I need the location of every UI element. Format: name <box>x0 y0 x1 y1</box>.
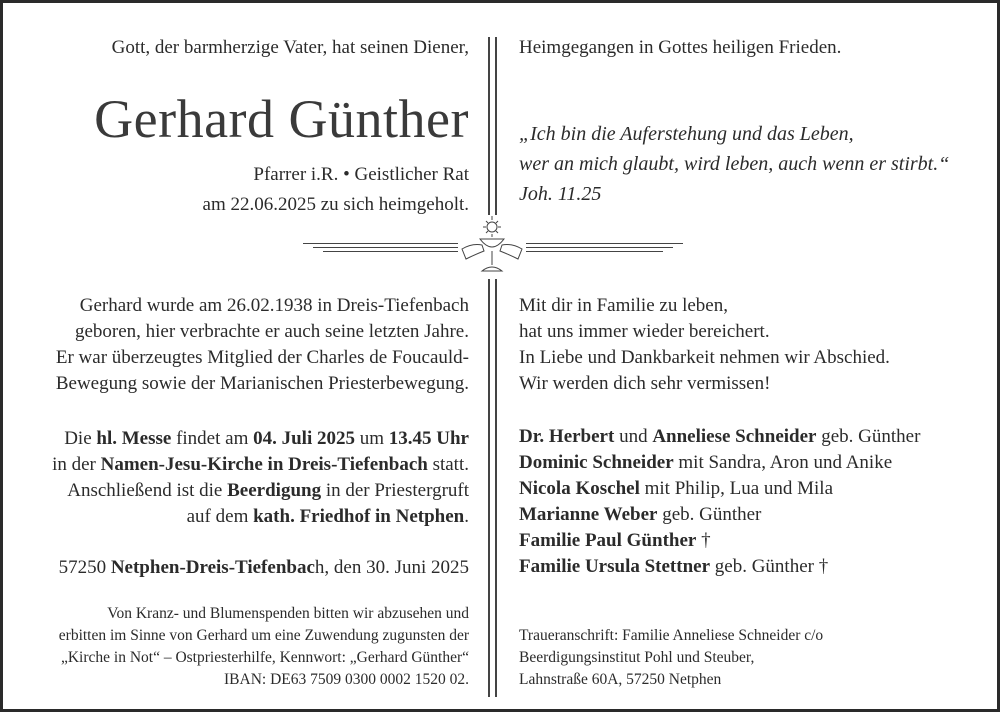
mourner-text: geb. Günther <box>816 426 921 447</box>
mass-text: findet am <box>171 428 254 449</box>
mass-text: um <box>354 428 389 449</box>
quote-line: „Ich bin die Auferstehung und das Leben, <box>519 123 854 145</box>
mass-line-4 <box>23 504 469 530</box>
center-divider-right <box>495 37 497 697</box>
mourner-name: Dr. Herbert <box>519 426 615 447</box>
mourner-text: mit Philip, Lua und Mila <box>639 478 834 499</box>
mourner-name: Marianne Weber <box>519 504 658 525</box>
cemetery-name: kath. Friedhof in Netphen <box>253 506 465 527</box>
quote-reference: Joh. 11.25 <box>519 183 602 205</box>
donation-note <box>23 603 469 691</box>
ornament-rule-left-1 <box>303 243 463 244</box>
mourner-text: † <box>696 530 711 551</box>
ornament-rule-left-3 <box>323 251 463 252</box>
place-name-tail: h <box>314 557 325 578</box>
mass-date: 04. Juli 2025 <box>253 428 355 449</box>
bio-line: geboren, hier verbrachte er auch seine letzten Jahre. <box>74 321 469 342</box>
place-date-line <box>23 555 469 581</box>
family-text <box>519 293 969 397</box>
mourner-name: Familie Ursula Stettner <box>519 556 711 577</box>
mass-church: Namen-Jesu-Kirche in Dreis-Tiefenbach <box>100 454 428 475</box>
deceased-name <box>23 89 469 149</box>
mourners-list <box>519 424 969 580</box>
chalice-hands-icon <box>458 215 526 279</box>
mourner-text: geb. Günther <box>657 504 762 525</box>
center-divider-left <box>488 37 490 697</box>
biography <box>23 293 469 397</box>
mass-text: auf dem <box>186 506 254 527</box>
mourner-row <box>519 554 969 580</box>
ornament-rule-right-2 <box>523 247 673 248</box>
mourner-text: mit Sandra, Aron und Anike <box>673 452 893 473</box>
mass-text: Anschließend ist die <box>67 480 228 501</box>
deceased-title <box>23 162 469 188</box>
donation-line: erbitten im Sinne von Gerhard um eine Zuwendung zugunsten der <box>58 627 469 644</box>
mass-text-bold: hl. Messe <box>96 428 172 449</box>
donation-line: „Kirche in Not“ – Ostpriesterhilfe, Kennwort: „Gerhard Günther“ <box>60 649 469 666</box>
ornament-rule-left-2 <box>313 247 463 248</box>
mourner-name: Dominic Schneider <box>519 452 674 473</box>
mourner-text: und <box>614 426 653 447</box>
mourner-row <box>519 424 969 450</box>
family-text-line: In Liebe und Dankbarkeit nehmen wir Abschied. <box>519 347 890 368</box>
address-line: Beerdigungsinstitut Pohl und Steuber, <box>519 649 755 666</box>
mass-line-3 <box>23 478 469 504</box>
right-intro-text: Heimgegangen in Gottes heiligen Frieden. <box>519 37 842 58</box>
bio-line: Bewegung sowie der Marianischen Priesterbewegung. <box>55 373 469 394</box>
mourner-row <box>519 450 969 476</box>
bio-line: Er war überzeugtes Mitglied der Charles de Foucauld- <box>55 347 469 368</box>
death-date-line <box>23 192 469 218</box>
mass-text: . <box>464 506 469 527</box>
left-intro <box>23 35 469 61</box>
deceased-name-text: Gerhard Günther <box>94 89 469 149</box>
mass-text: in der Priestergruft <box>321 480 469 501</box>
mourner-text: geb. Günther † <box>710 556 829 577</box>
right-intro <box>519 35 969 61</box>
bible-quote <box>519 119 969 209</box>
ornament-rule-right-3 <box>523 251 663 252</box>
quote-line: wer an mich glaubt, wird leben, auch wenn er stirbt.“ <box>519 153 950 175</box>
family-text-line: Mit dir in Familie zu leben, <box>519 295 728 316</box>
place-date: , den 30. Juni 2025 <box>324 557 469 578</box>
mass-text: in der <box>52 454 101 475</box>
family-text-line: hat uns immer wieder bereichert. <box>519 321 770 342</box>
mass-text: Die <box>64 428 97 449</box>
mourning-address <box>519 625 969 691</box>
deceased-title-text: Pfarrer i.R. • Geistlicher Rat <box>253 164 469 185</box>
mass-line-1 <box>23 426 469 452</box>
mourner-name: Nicola Koschel <box>519 478 640 499</box>
burial-label: Beerdigung <box>227 480 322 501</box>
donation-line: Von Kranz- und Blumenspenden bitten wir abzusehen und <box>107 605 469 622</box>
mass-line-2 <box>23 452 469 478</box>
mourner-name: Familie Paul Günther <box>519 530 697 551</box>
address-line: Traueranschrift: Familie Anneliese Schneider c/o <box>519 627 824 644</box>
ornament-rule-right-1 <box>523 243 683 244</box>
bio-line: Gerhard wurde am 26.02.1938 in Dreis-Tiefenbach <box>79 295 469 316</box>
place-name: Netphen-Dreis-Tiefenbac <box>110 557 315 578</box>
mourner-row <box>519 528 969 554</box>
mass-info <box>23 426 469 530</box>
family-text-line: Wir werden dich sehr vermissen! <box>519 373 771 394</box>
mourner-row <box>519 476 969 502</box>
death-date-text: am 22.06.2025 zu sich heimgeholt. <box>202 194 469 215</box>
mass-time: 13.45 Uhr <box>388 428 469 449</box>
mourner-row <box>519 502 969 528</box>
intro-text: Gott, der barmherzige Vater, hat seinen Diener, <box>111 37 469 58</box>
mass-text: statt. <box>427 454 469 475</box>
mourner-name: Anneliese Schneider <box>652 426 817 447</box>
address-line: Lahnstraße 60A, 57250 Netphen <box>519 671 722 688</box>
postal-code: 57250 <box>58 557 111 578</box>
donation-iban: IBAN: DE63 7509 0300 0002 1520 02. <box>224 671 469 688</box>
